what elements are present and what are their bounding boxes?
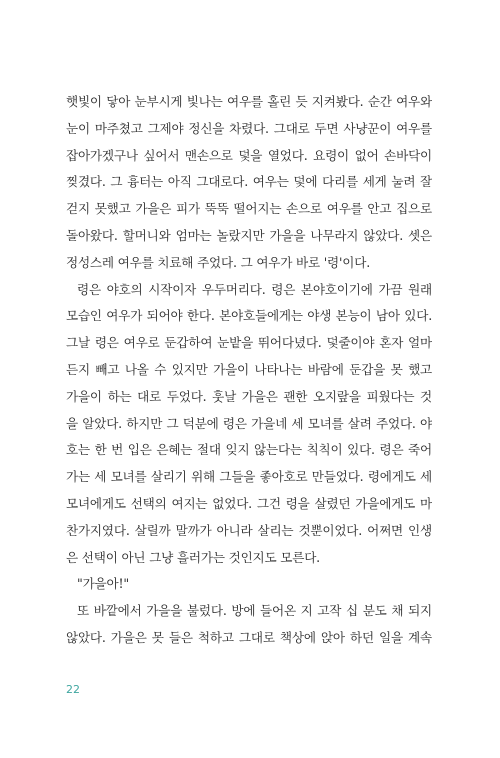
text-line: 찬가지였다. 살릴까 말까가 아니라 살리는 것뿐이었다. 어쩌면 인생 <box>66 522 432 538</box>
text-line: 가을이 하는 대로 두었다. 훗날 가을은 괜한 오지랖을 피웠다는 것 <box>66 388 432 404</box>
text-line: 정성스레 여우를 치료해 주었다. 그 여우가 바로 '령'이다. <box>66 254 370 270</box>
text-line: 또 바깥에서 가을을 불렀다. 방에 들어온 지 고작 십 분도 채 되지 <box>77 603 432 619</box>
text-line: 돌아왔다. 할머니와 엄마는 놀랐지만 가을을 나무라지 않았다. 셋은 <box>66 227 432 243</box>
text-line: 은 선택이 아닌 그냥 흘러가는 것인지도 모른다. <box>66 549 320 565</box>
text-line: 찢겼다. 그 흉터는 아직 그대로다. 여우는 덫에 다리를 세게 눌려 잘 <box>66 174 432 190</box>
text-line: 걷지 못했고 가을은 피가 뚝뚝 떨어지는 손으로 여우를 안고 집으로 <box>66 201 432 217</box>
text-line: 모습인 여우가 되어야 한다. 본야호들에게는 야생 본능이 남아 있다. <box>66 308 432 324</box>
text-line: 잡아가겠구나 싶어서 맨손으로 덫을 열었다. 요령이 없어 손바닥이 <box>66 147 432 163</box>
text-line: 않았다. 가을은 못 들은 척하고 그대로 책상에 앉아 하던 일을 계속 <box>66 629 432 645</box>
text-line: "가을아!" <box>77 576 129 592</box>
text-line: 가는 세 모녀를 살리기 위해 그들을 좋아호로 만들었다. 령에게도 세 <box>66 469 432 485</box>
text-line: 호는 한 번 입은 은혜는 절대 잊지 않는다는 칙칙이 있다. 령은 죽어 <box>66 442 432 458</box>
page-number: 22 <box>66 683 80 696</box>
text-line: 눈이 마주쳤고 그제야 정신을 차렸다. 그대로 두면 사냥꾼이 여우를 <box>66 120 432 136</box>
text-line: 을 알았다. 하지만 그 덕분에 령은 가을네 세 모녀를 살려 주었다. 야 <box>66 415 432 431</box>
text-line: 령은 야호의 시작이자 우두머리다. 령은 본야호이기에 가끔 원래 <box>77 281 432 297</box>
body-text <box>66 89 432 652</box>
text-line: 햇빛이 닿아 눈부시게 빛나는 여우를 홀린 듯 지켜봤다. 순간 여우와 <box>66 94 432 109</box>
text-line: 모녀에게도 선택의 여지는 없었다. 그건 령을 살렸던 가을에게도 마 <box>66 495 432 511</box>
text-line: 든지 빼고 나올 수 있지만 가을이 나타나는 바람에 둔갑을 못 했고 <box>66 361 432 377</box>
text-line: 그날 령은 여우로 둔갑하여 눈밭을 뛰어다녔다. 덫줄이야 혼자 얼마 <box>66 335 432 351</box>
